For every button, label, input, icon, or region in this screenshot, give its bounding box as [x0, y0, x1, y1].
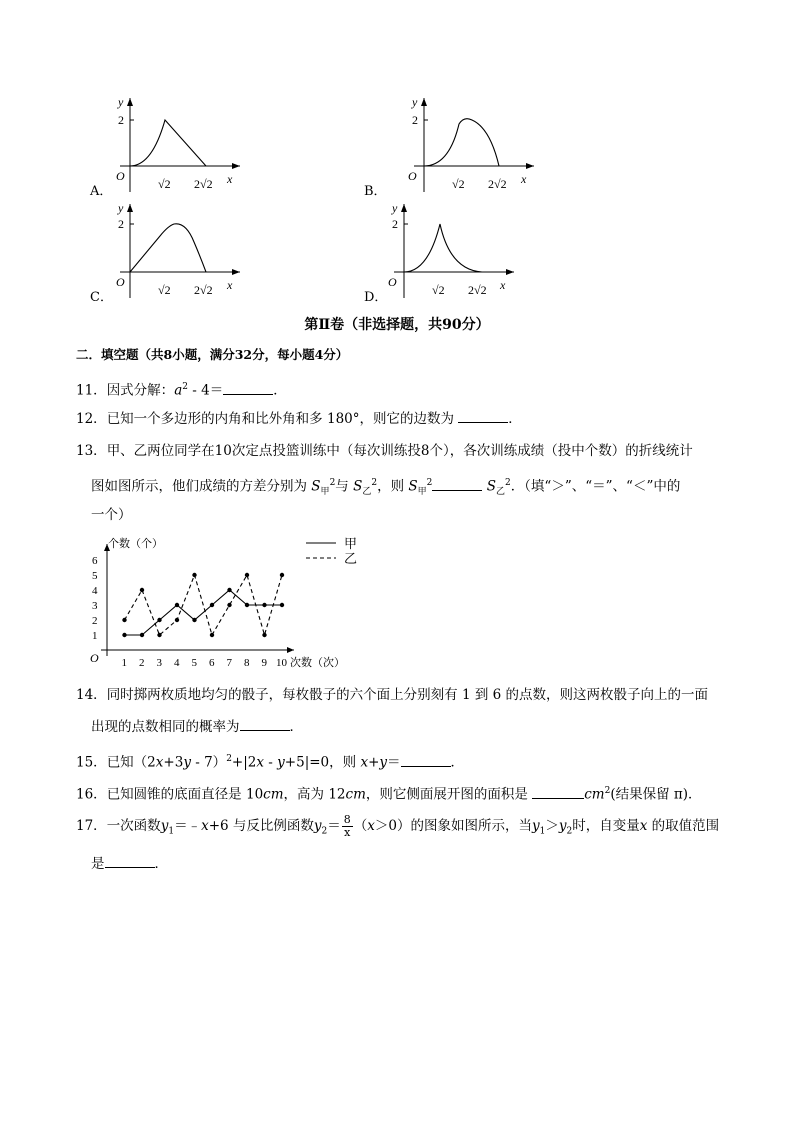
legend-label: 乙	[344, 551, 358, 566]
q17-x2: x	[367, 818, 375, 834]
q11-var-a: a	[174, 382, 183, 399]
y-tick-label: 3	[92, 600, 98, 612]
q17-fraction	[342, 814, 353, 839]
data-point-yi	[192, 573, 196, 577]
q15-x2: x	[256, 754, 264, 771]
tick-2: 2	[118, 113, 124, 127]
q16-number: 16．	[76, 786, 107, 803]
x-tick-label: 8	[244, 657, 250, 669]
q16-exp: 2	[604, 786, 611, 796]
section-heading: 二．填空题（共8小题，满分32分，每小题4分）	[76, 347, 349, 362]
q13-tail: ．（填“＞”、“＝”、“＜”中的	[510, 478, 681, 495]
option-b-graph	[384, 92, 544, 197]
q12-answer-blank[interactable]	[458, 410, 508, 423]
q17-p5: ＞0）的图象如图所示，当	[374, 818, 532, 834]
question-11	[76, 377, 287, 401]
q15-number: 15．	[76, 754, 107, 771]
q11-prefix: 因式分解：	[106, 382, 175, 399]
tick-2sqrt2: 2√2	[194, 177, 213, 191]
tick-sqrt2: √2	[158, 283, 171, 297]
q13-sq2: 2	[371, 478, 378, 488]
q11-exponent: 2	[182, 382, 188, 392]
data-point-yi	[210, 633, 214, 637]
option-a-graph	[90, 92, 250, 197]
q15-answer-blank[interactable]	[401, 754, 451, 767]
q12-number: 12．	[76, 411, 107, 427]
q13-sq3: 2	[426, 478, 433, 488]
q16-pre: 已知圆锥的底面直径是 10	[106, 786, 264, 803]
q13-yi: 乙	[362, 487, 372, 498]
option-c-curve	[130, 224, 206, 272]
q16-cm-1: cm	[263, 786, 284, 803]
data-point-yi	[227, 603, 231, 607]
q17-frac-den: x	[344, 826, 351, 839]
question-17-line2	[91, 854, 168, 874]
origin-label: O	[408, 169, 417, 183]
data-point-jia	[227, 588, 231, 592]
q17-sub1: 1	[168, 826, 175, 837]
x-tick-label: 9	[261, 657, 267, 669]
q15-p3: +|2	[231, 754, 257, 771]
q12-end: ．	[508, 411, 522, 427]
q17-p2: ＝﹣	[174, 818, 202, 834]
q13-answer-blank[interactable]	[432, 478, 482, 491]
section-title: 第Ⅱ卷（非选择题，共90分）	[304, 317, 490, 333]
q17-sub4: 2	[566, 826, 573, 837]
tick-sqrt2: √2	[452, 177, 465, 191]
q17-number: 17．	[76, 818, 107, 834]
q16-cm-3: cm	[584, 786, 605, 803]
origin-label: O	[388, 275, 397, 289]
x-tick-label: 10	[276, 657, 287, 669]
tick-2sqrt2: 2√2	[194, 283, 213, 297]
option-a-label[interactable]: A．	[90, 184, 113, 199]
legend-label: 甲	[344, 536, 358, 551]
data-point-jia	[192, 618, 196, 622]
data-point-jia	[175, 603, 179, 607]
data-point-jia	[157, 618, 161, 622]
q13-line3: 一个）	[91, 507, 132, 523]
q13-s-yi: S	[353, 478, 363, 495]
q17-line2: 是	[91, 856, 105, 872]
q17-x3: x	[639, 818, 648, 834]
score-chart	[84, 532, 384, 672]
q15-exp: 2	[226, 754, 232, 764]
data-point-jia	[262, 603, 266, 607]
tick-sqrt2: √2	[158, 177, 171, 191]
q17-y4: y	[558, 818, 567, 834]
q13-yu: 与	[335, 478, 349, 495]
q11-answer-blank[interactable]	[223, 382, 273, 395]
q16-cm-2: cm	[345, 786, 366, 803]
option-a-curve	[130, 120, 206, 166]
tick-2: 2	[118, 217, 124, 231]
y-tick-label: 2	[92, 615, 98, 627]
q11-number: 11．	[76, 382, 107, 399]
q14-end: ．	[289, 719, 303, 735]
data-point-yi	[175, 618, 179, 622]
q13-jia: 甲	[320, 487, 330, 498]
x-tick-label: 1	[121, 657, 127, 669]
q13-s-yi-2: S	[486, 478, 496, 495]
question-14-line1	[76, 685, 708, 705]
q11-end: ．	[273, 382, 287, 399]
q13-s-jia-2: S	[408, 478, 418, 495]
q16-mid: ，高为 12	[283, 786, 346, 803]
x-tick-label: 3	[156, 657, 162, 669]
origin-label: O	[116, 169, 125, 183]
option-c-svg	[90, 198, 250, 303]
q16-end: (结果保留 π)．	[610, 786, 702, 803]
tick-sqrt2: √2	[432, 283, 445, 297]
option-b-curve	[424, 119, 499, 166]
q15-p5: +5|=0，则	[284, 754, 361, 771]
q15-y3: y	[379, 754, 388, 771]
question-16	[76, 781, 702, 805]
x-tick-label: 4	[174, 657, 180, 669]
x-tick-label: 7	[226, 657, 232, 669]
q13-s-jia: S	[311, 478, 321, 495]
q15-x1: x	[155, 754, 164, 771]
x-axis-arrow	[287, 647, 294, 653]
q17-y3: y	[531, 818, 540, 834]
q15-p1: +3	[163, 754, 184, 771]
axis-y-label: y	[392, 201, 398, 215]
axis-y-label: y	[118, 95, 124, 109]
q13-number: 13．	[76, 443, 107, 459]
q15-pre: 已知（2	[106, 754, 156, 771]
axis-y-label: y	[118, 201, 124, 215]
q17-y1: y	[160, 818, 169, 834]
question-12	[76, 409, 522, 429]
score-chart-svg	[84, 532, 384, 672]
option-b-label[interactable]: B．	[364, 184, 387, 199]
q17-p3: +6 与反比例函数	[208, 818, 314, 834]
tick-2: 2	[412, 113, 418, 127]
origin-label: O	[90, 651, 99, 665]
q15-p7: ＝	[387, 754, 401, 771]
option-d-label[interactable]: D．	[364, 290, 388, 305]
axis-x-label: x	[521, 172, 527, 186]
axis-x-label: x	[227, 172, 233, 186]
data-point-yi	[245, 573, 249, 577]
q14-line1: 同时掷两枚质地均匀的骰子，每枚骰子的六个面上分别刻有 1 到 6 的点数，则这两枚骰子向上的一面	[106, 687, 709, 703]
axis-x-label: x	[500, 278, 506, 292]
data-point-yi	[262, 633, 266, 637]
q14-number: 14．	[76, 687, 107, 703]
option-d-svg	[380, 198, 540, 303]
option-a-svg	[90, 92, 250, 197]
q13-jia-2: 甲	[417, 487, 427, 498]
q12-text: 已知一个多边形的内角和比外角和多 180°，则它的边数为	[106, 411, 459, 427]
q13-ze: ，则	[377, 478, 409, 495]
option-d-curve	[404, 224, 482, 272]
q11-rest: - 4＝	[187, 382, 224, 399]
option-c-graph	[90, 198, 250, 303]
q17-p7: 的取值范围	[647, 818, 720, 834]
data-point-yi	[140, 588, 144, 592]
x-tick-label: 2	[139, 657, 145, 669]
q17-x1: x	[201, 818, 209, 834]
question-13-line1	[76, 441, 693, 461]
y-tick-label: 5	[92, 570, 98, 582]
data-point-yi	[280, 573, 284, 577]
option-b-svg	[384, 92, 544, 197]
q16-answer-blank[interactable]	[532, 786, 584, 799]
q17-p1: 一次函数	[106, 818, 161, 834]
q15-end: ．	[450, 754, 465, 771]
x-axis-title: 次数（次）	[290, 657, 345, 669]
q13-yi-2: 乙	[495, 487, 505, 498]
data-point-jia	[210, 603, 214, 607]
q16-mid2: ，则它侧面展开图的面积是	[365, 786, 533, 803]
data-point-jia	[140, 633, 144, 637]
tick-2: 2	[392, 217, 398, 231]
y-tick-label: 4	[92, 585, 98, 597]
q17-eq: ＝	[327, 818, 341, 834]
q17-gt: ＞	[545, 818, 559, 834]
axis-y-label: y	[412, 95, 418, 109]
tick-2sqrt2: 2√2	[488, 177, 507, 191]
q14-line2: 出现的点数相同的概率为	[91, 719, 240, 735]
data-point-yi	[122, 618, 126, 622]
option-c-label[interactable]: C．	[90, 290, 113, 305]
q15-x3: x	[360, 754, 369, 771]
q17-p4: （	[353, 818, 368, 834]
x-tick-label: 6	[209, 657, 215, 669]
q13-line1: 甲、乙两位同学在10次定点投篮训练中（每次训练投8个），各次训练成绩（投中个数）的折线统计	[106, 443, 693, 459]
q15-p2: - 7）	[190, 754, 227, 771]
q13-line2-a: 图如图所示，他们成绩的方差分别为	[91, 478, 307, 495]
q13-sq1: 2	[329, 478, 336, 488]
y-axis-title: 个数（个）	[108, 538, 163, 550]
q15-y2: y	[277, 754, 285, 771]
q17-end: ．	[154, 856, 168, 872]
question-14-line2	[91, 717, 303, 737]
q17-frac-num: 8	[343, 813, 351, 826]
data-point-jia	[122, 633, 126, 637]
q17-answer-blank[interactable]	[105, 855, 155, 868]
tick-2sqrt2: 2√2	[468, 283, 487, 297]
data-point-jia	[245, 603, 249, 607]
q17-sub2: 2	[321, 826, 328, 837]
q14-answer-blank[interactable]	[240, 718, 290, 731]
origin-label: O	[116, 275, 125, 289]
q17-y2: y	[313, 818, 322, 834]
q17-p6: 时，自变量	[572, 818, 640, 834]
q15-p4: -	[264, 754, 278, 771]
y-tick-label: 6	[92, 555, 98, 567]
question-15	[76, 749, 464, 773]
q13-sq4: 2	[504, 478, 511, 488]
x-tick-label: 5	[191, 657, 197, 669]
y-tick-label: 1	[92, 630, 98, 642]
q15-p6: +	[368, 754, 380, 771]
question-17-line1	[76, 814, 719, 842]
q15-y1: y	[183, 754, 191, 771]
axis-x-label: x	[227, 278, 233, 292]
data-point-jia	[280, 603, 284, 607]
question-13-line2	[91, 473, 680, 502]
data-point-yi	[157, 633, 161, 637]
option-d-graph	[380, 198, 540, 303]
q17-sub3: 1	[539, 826, 546, 837]
